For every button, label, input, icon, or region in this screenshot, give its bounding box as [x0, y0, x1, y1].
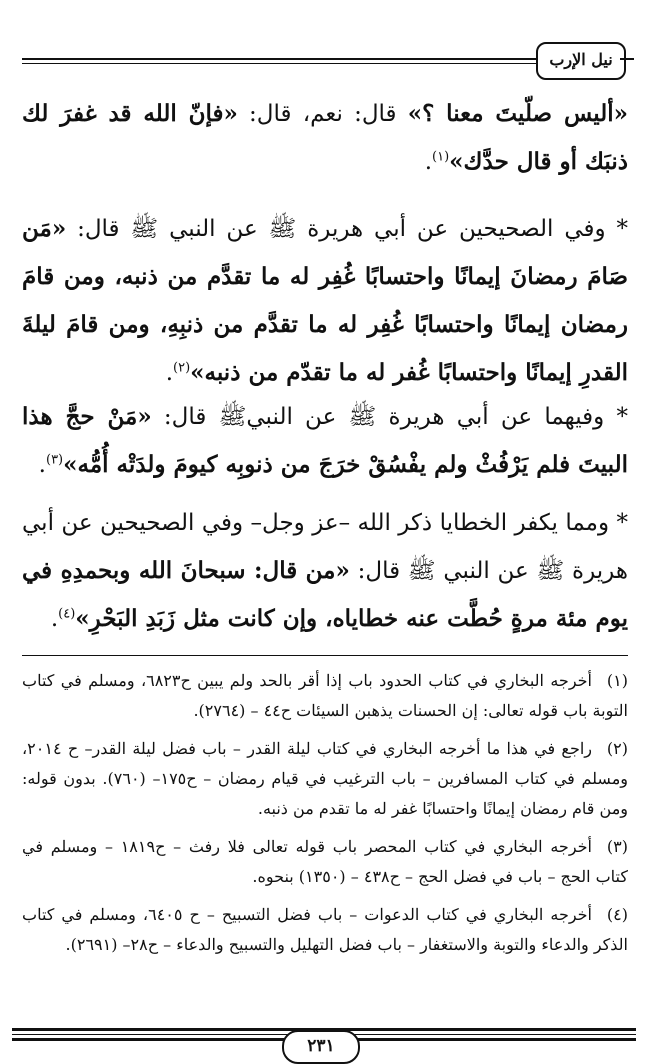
- narration-text: * وفي الصحيحين عن أبي هريرة ﷺ عن النبي ﷺ قال:: [66, 216, 628, 242]
- paragraph-2: [22, 205, 628, 397]
- footnote-number: (١): [606, 671, 628, 690]
- running-head-title: نيل الإرب: [536, 42, 626, 80]
- narration-text: * ومما يكفر الخطايا ذكر الله –عز وجل– وفي الصحيحين عن أبي هريرة ﷺ عن النبي ﷺ قال:: [22, 510, 628, 584]
- hadith-quote: «مَنْ حجَّ هذا البيتَ فلم يَرْفُثْ ولم يفْسُقْ خرَجَ من ذنوبِه كيومَ ولدَتْه أُمُّه»: [22, 403, 628, 478]
- footnote-1: [22, 666, 628, 726]
- footnote-2: [22, 734, 628, 824]
- header-rule-tail: [620, 58, 634, 60]
- footnote-ref[interactable]: (١): [432, 149, 450, 165]
- footnote-ref[interactable]: (٣): [45, 452, 64, 468]
- header-rule-thin: [22, 63, 542, 64]
- footnote-text: أخرجه البخاري في كتاب الدعوات – باب فضل التسبيح – ح ٦٤٠٥، ومسلم في كتاب الذكر والدعاء والتوبة والاستغفار – باب فضل التهليل والتسبيح والدعاء – ح٢٨– (٢٦٩١).: [22, 905, 628, 954]
- footnote-text: أخرجه البخاري في كتاب المحصر باب قوله تعالى فلا رفث – ح١٨١٩ – ومسلم في كتاب الحج – باب في فضل الحج – ح٤٣٨ – (١٣٥٠) بنحوه.: [22, 837, 628, 886]
- narration-text: * وفيهما عن أبي هريرة ﷺ عن النبيﷺ قال:: [151, 404, 628, 430]
- punctuation: .: [50, 606, 59, 632]
- footnote-separator: [22, 655, 628, 656]
- footnote-text: أخرجه البخاري في كتاب الحدود باب إذا أقر بالحد ولم يبين ح٦٨٢٣، ومسلم في كتاب التوبة باب قوله تعالى: إن الحسنات يذهبن السيئات ح٤٤ – (٢٧٦٤).: [22, 671, 628, 720]
- punctuation: .: [424, 149, 433, 175]
- quote-text: «فإنّ الله قد غفرَ لك ذنبَك أو قال حدَّك»: [22, 100, 628, 175]
- footnote-ref[interactable]: (٤): [58, 606, 76, 622]
- footnote-text: راجع في هذا ما أخرجه البخاري في كتاب ليلة القدر – باب فضل ليلة القدر– ح ٢٠١٤، ومسلم في كتاب المسافرين – باب الترغيب في قيام رمضان – ح١٧٥– (٧٦٠). بدون قوله: ومن قام رمضان إيمانًا واحتسابًا غفر له ما تقدم من ذنبه.: [22, 739, 629, 818]
- page-number: ٢٣١: [282, 1030, 360, 1064]
- punctuation: .: [165, 360, 173, 386]
- narration-text: قال: نعم، قال:: [237, 101, 408, 127]
- hadith-quote: «مَن صَامَ رمضانَ إيمانًا واحتسابًا غُفِر له ما تقدَّم من ذنبه، ومن قامَ رمضان إيمانًا واحتسابًا غُفِر له ما تقدَّم من ذنبِهِ، ومن قامَ ليلةَ القدرِ إيمانًا واحتسابًا غُفر له ما تقدّم من ذنبه»: [22, 215, 628, 386]
- header-rule: [22, 58, 542, 60]
- punctuation: .: [38, 452, 46, 478]
- footnote-number: (٣): [606, 837, 628, 856]
- footnote-3: [22, 832, 628, 892]
- paragraph-1: [22, 90, 628, 186]
- paragraph-4: [22, 500, 628, 643]
- paragraph-3: [22, 393, 628, 489]
- footnote-number: (٤): [606, 905, 628, 924]
- footnote-4: [22, 900, 628, 960]
- quote-text: «أليس صلّيتَ معنا ؟»: [407, 100, 628, 127]
- footnote-ref[interactable]: (٢): [173, 360, 191, 376]
- hadith-quote: «من قال: سبحانَ الله وبحمدِهِ في يوم مئة مرةٍ حُطَّت عنه خطاياه، وإن كانت مثل زَبَدِ البَحْرِ»: [22, 557, 628, 632]
- footnote-number: (٢): [606, 739, 628, 758]
